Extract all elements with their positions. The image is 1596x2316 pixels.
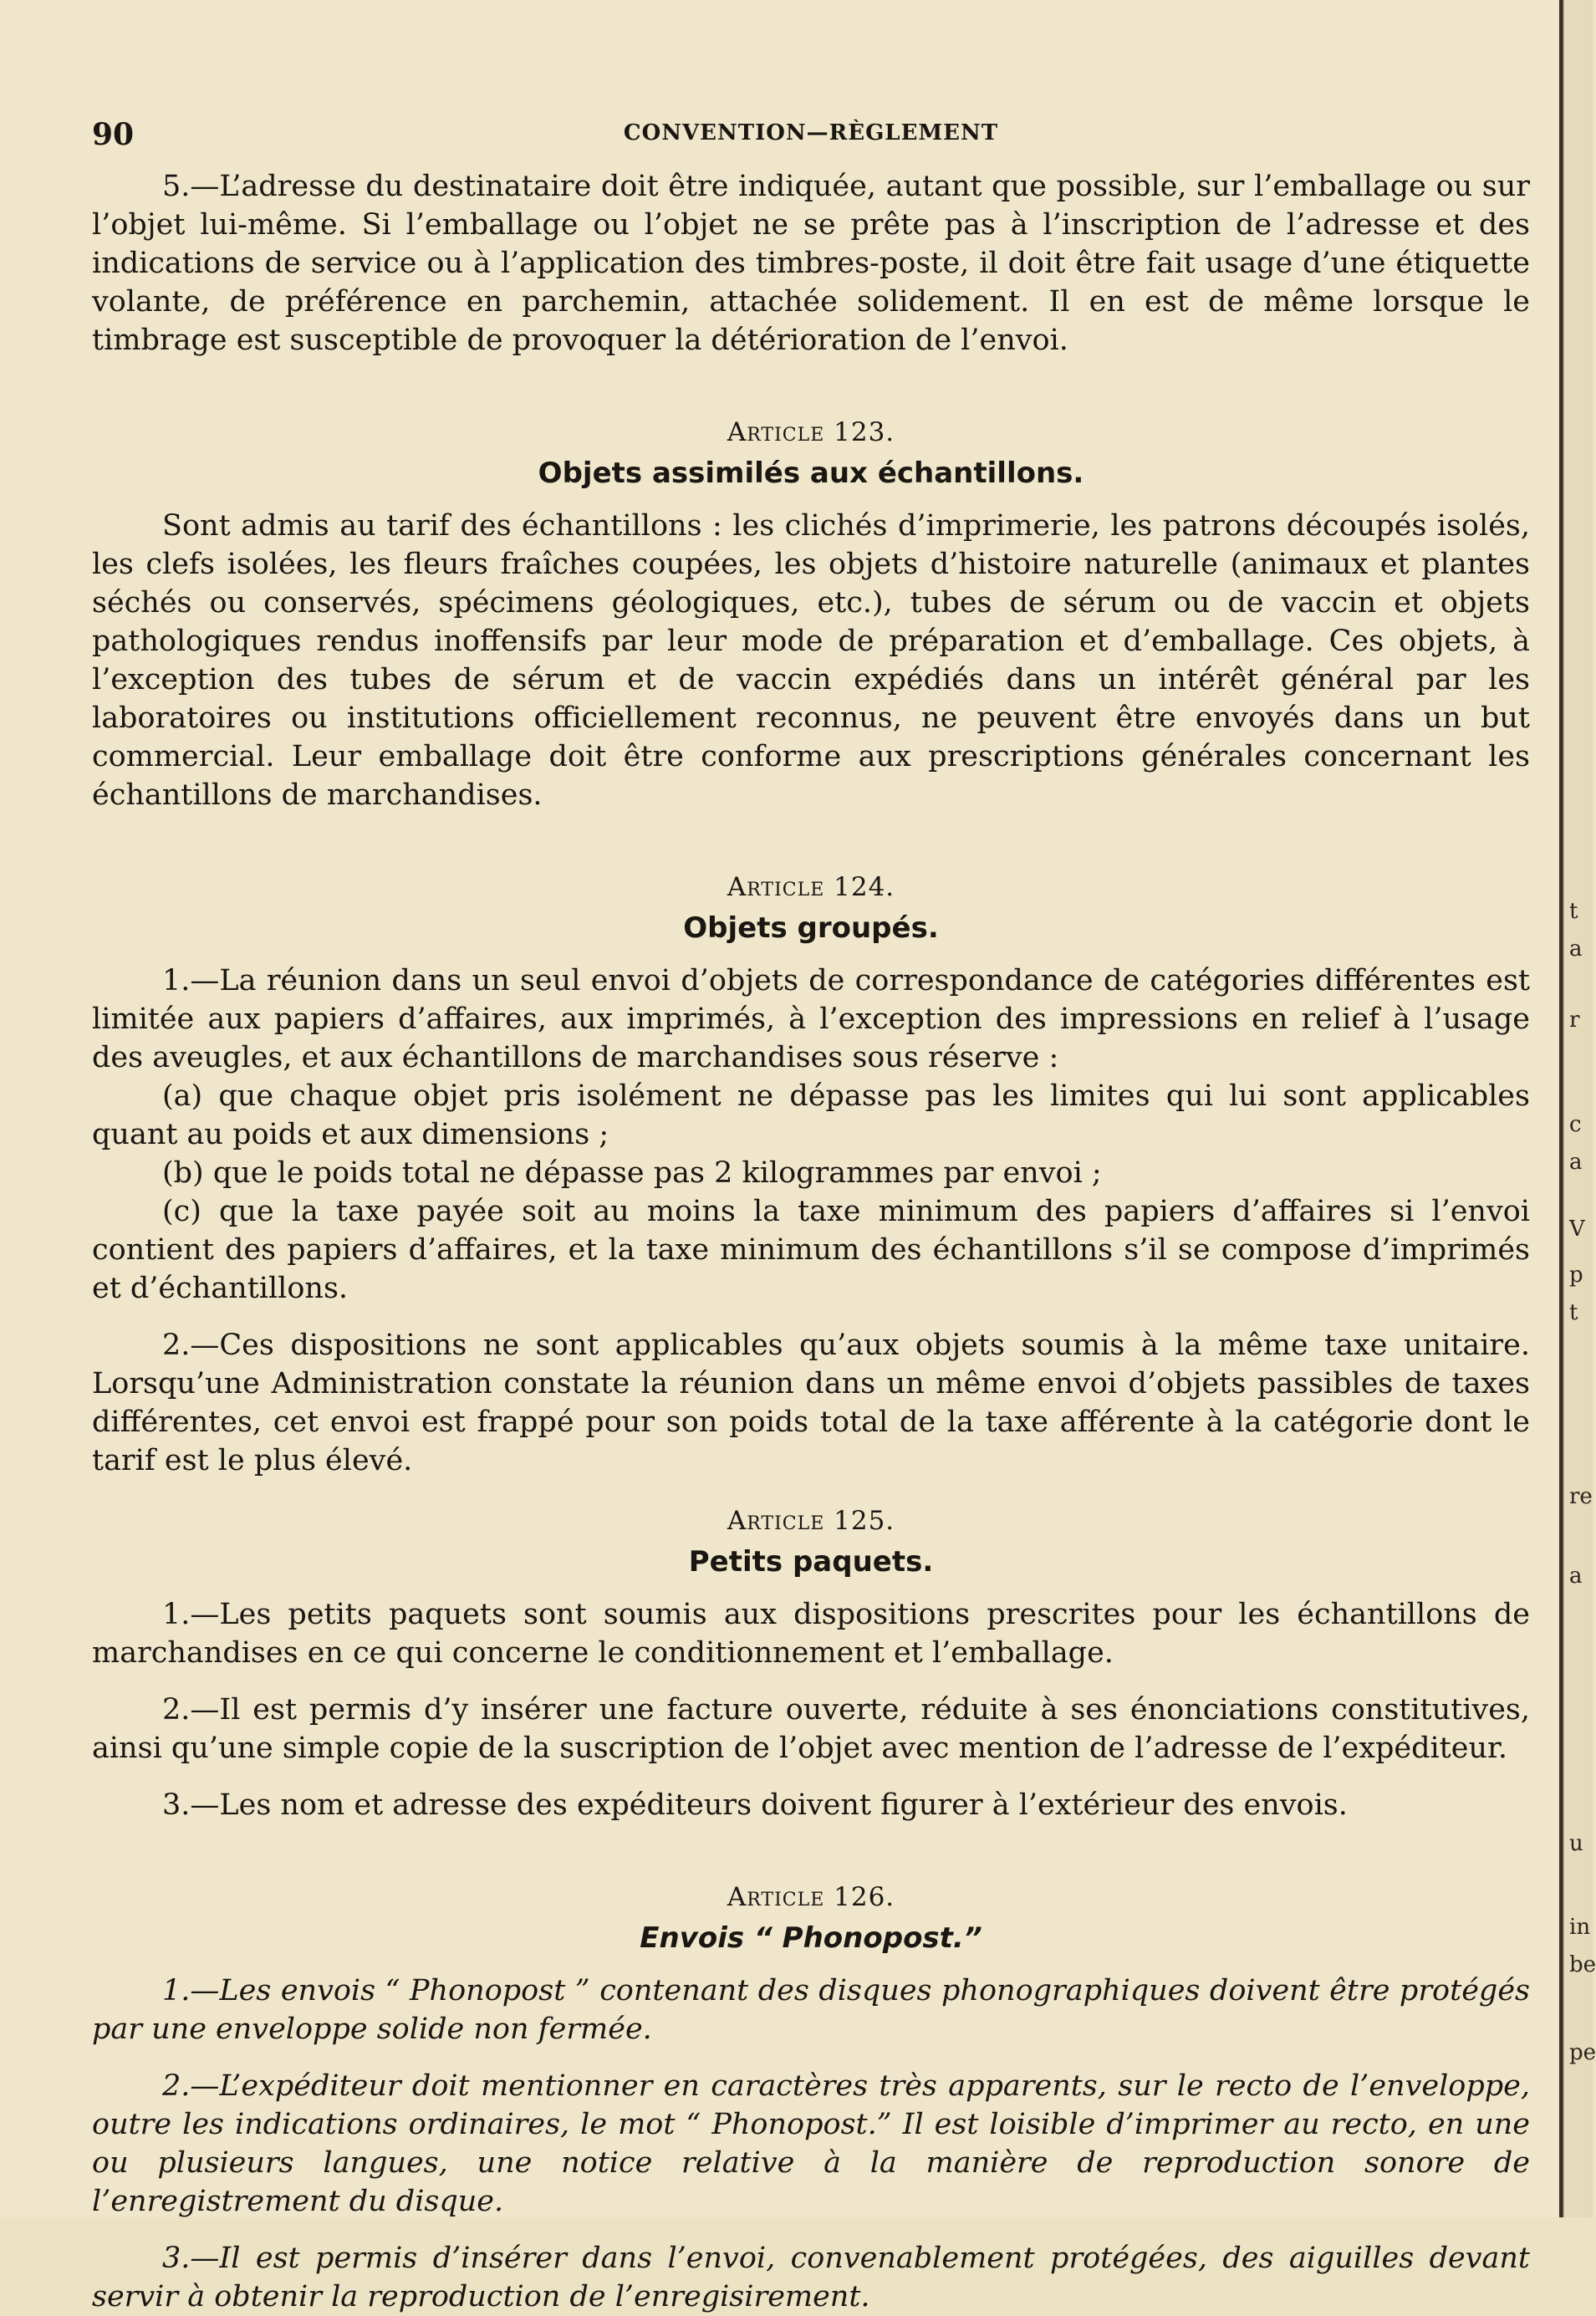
article-paragraph: 1.—La réunion dans un seul envoi d’objets de correspondance de catégories différentes est limitée aux papiers d’affaires, aux imprimés, à l’exception des impressions en relief à l’usage des aveugles, et aux échantillons de marchandises sous réserve :: [92, 964, 1530, 1074]
article-125: [92, 1502, 1530, 1824]
edge-fragment: V: [1569, 1217, 1585, 1242]
article-paragraph: 2.—Ces dispositions ne sont applicables qu’aux objets soumis à la même taxe unitaire. Lorsqu’une Administration constate la réunion dans un même envoi d’objets passibles de taxes différentes, cet envoi est frappé pour son poids total de la taxe afférente à la catégorie dont le tarif est le plus élevé.: [92, 1329, 1530, 1477]
page-number: 90: [92, 117, 135, 152]
edge-fragment: p: [1569, 1263, 1583, 1288]
edge-fragment: a: [1569, 1564, 1583, 1589]
edge-fragment: in: [1569, 1915, 1591, 1940]
article-heading: Article 125.: [727, 1506, 895, 1536]
edge-fragment: c: [1569, 1112, 1582, 1137]
adjacent-page-edge: [1559, 0, 1596, 2217]
edge-fragment: t: [1569, 899, 1578, 924]
article-paragraph: Sont admis au tarif des échantillons : les clichés d’imprimerie, les patrons découpés isolés, les clefs isolées, les fleurs fraîches coupées, les objets d’histoire naturelle (animaux et plantes séchés ou conservés, spécimens géologiques, etc.), tubes de sérum ou de vaccin et objets pathologiques rendus inoffensifs par leur mode de préparation et d’emballage. Ces objets, à l’exception des tubes de sérum et de vaccin expédiés dans un intérêt général par les laboratoires ou institutions officiellement reconnus, ne peuvent être envoyés dans un but commercial. Leur emballage doit être conforme aux prescriptions générales concernant les échantillons de marchandises.: [92, 509, 1530, 812]
article-paragraph: 2.—Il est permis d’y insérer une facture ouverte, réduite à ses énonciations constitutives, ainsi qu’une simple copie de la suscription de l’objet avec mention de l’adresse de l’expéditeur.: [92, 1693, 1530, 1765]
article-paragraph: (a) que chaque objet pris isolément ne dépasse pas les limites qui lui sont applicables quant au poids et aux dimensions ;: [92, 1079, 1530, 1151]
intro-paragraph: 5.—L’adresse du destinataire doit être indiquée, autant que possible, sur l’emballage ou sur l’objet lui-même. Si l’emballage ou l’objet ne se prête pas à l’inscription de l’adresse et des indications de service ou à l’application des timbres-poste, il doit être fait usage d’une étiquette volante, de préférence en parchemin, attachée solidement. Il en est de même lorsque le timbrage est susceptible de provoquer la détérioration de l’envoi.: [92, 170, 1530, 357]
article-123: [92, 413, 1530, 814]
edge-fragment: a: [1569, 1150, 1583, 1175]
edge-fragment: t: [1569, 1300, 1578, 1325]
article-124: [92, 868, 1530, 1480]
edge-fragment: u: [1569, 1831, 1583, 1856]
article-heading: Article 123.: [727, 417, 895, 447]
edge-fragment: a: [1569, 936, 1583, 962]
article-paragraph: (b) que le poids total ne dépasse pas 2 kilogrammes par envoi ;: [162, 1156, 1102, 1190]
article-title: Petits paquets.: [688, 1545, 934, 1579]
article-paragraph: 3.—Il est permis d’insérer dans l’envoi, convenablement protégées, des aiguilles devant servir à obtenir la reproduction de l’enregisirement.: [92, 2242, 1530, 2313]
edge-fragment: r: [1569, 1008, 1580, 1033]
running-title: CONVENTION—RÈGLEMENT: [623, 120, 999, 145]
edge-fragment: pe: [1569, 2040, 1596, 2065]
article-title: Envois “ Phonopost.”: [640, 1921, 982, 1955]
article-paragraph: 1.—Les petits paquets sont soumis aux dispositions prescrites pour les échantillons de marchandises en ce qui concerne le conditionnement et l’emballage.: [92, 1598, 1530, 1670]
article-title: Objets assimilés aux échantillons.: [538, 457, 1084, 490]
article-paragraph: 1.—Les envois “ Phonopost ” contenant des disques phonographiques doivent être protégés par une enveloppe solide non fermée.: [92, 1974, 1530, 2046]
article-paragraph: 2.—L’expéditeur doit mentionner en caractères très apparents, sur le recto de l’enveloppe, outre les indications ordinaires, le mot “ Phonopost.” Il est loisible d’imprimer au recto, en une ou plusieurs langues, une notice relative à la manière de reproduction sonore de l’enregistrement du disque.: [92, 2069, 1530, 2218]
article-126: [92, 1878, 1530, 2316]
article-paragraph: 3.—Les nom et adresse des expéditeurs doivent figurer à l’extérieur des envois.: [162, 1788, 1348, 1822]
article-heading: Article 124.: [727, 872, 895, 902]
article-paragraph: (c) que la taxe payée soit au moins la taxe minimum des papiers d’affaires si l’envoi contient des papiers d’affaires, et la taxe minimum des échantillons s’il se compose d’imprimés et d’échantillons.: [92, 1195, 1530, 1305]
article-title: Objets groupés.: [683, 911, 939, 945]
page-content: [92, 109, 1530, 2316]
article-heading: Article 126.: [727, 1882, 895, 1912]
page-header: [92, 109, 1530, 167]
edge-fragment: re: [1569, 1484, 1593, 1509]
edge-fragment: be: [1569, 1952, 1596, 1977]
